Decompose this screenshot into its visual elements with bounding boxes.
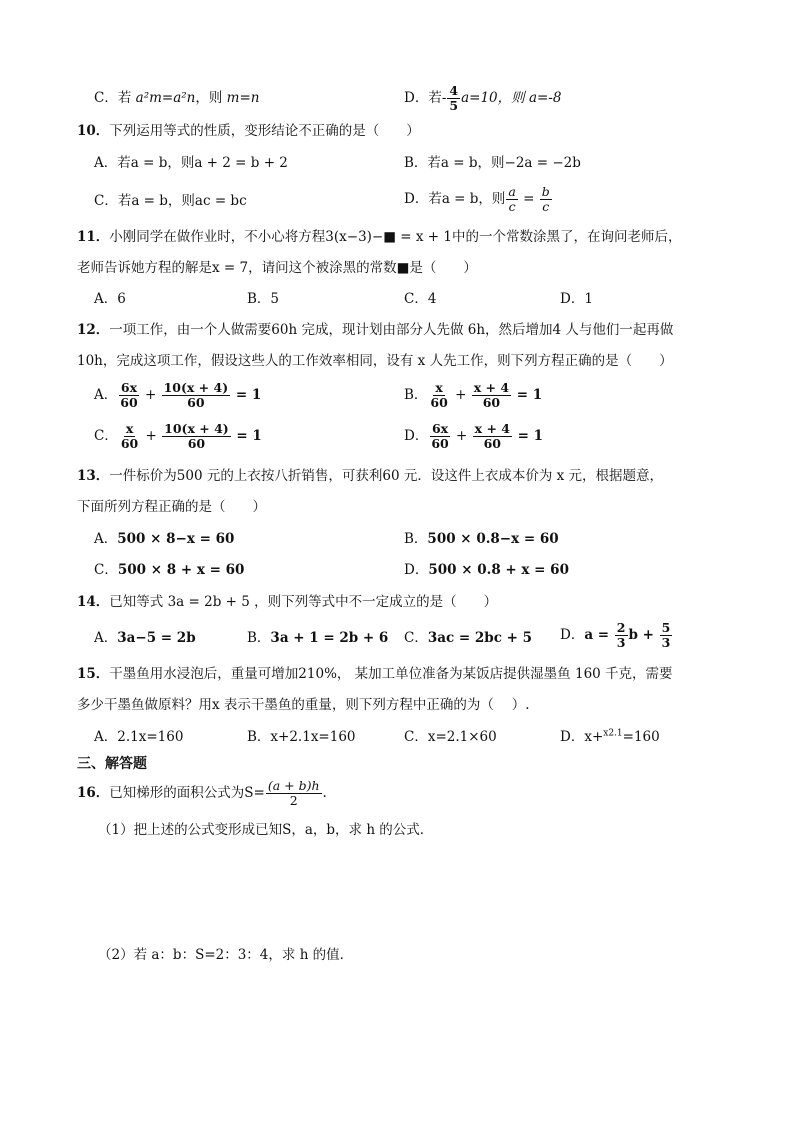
option-text: 若a = b，则a + 2 = b + 2 (117, 155, 288, 171)
numerator: 2 (616, 620, 626, 635)
fraction (660, 621, 673, 650)
q13-option-b[interactable] (404, 529, 559, 549)
option-letter: B． (247, 630, 271, 646)
option-letter: D． (560, 291, 585, 307)
q12-option-a[interactable] (94, 381, 261, 410)
denominator: 2 (289, 793, 298, 808)
option-text: a = (584, 627, 614, 643)
q15-option-a[interactable] (94, 727, 183, 747)
fraction (118, 381, 139, 410)
option-text: 3a−5 = 2b (117, 630, 196, 646)
fraction (473, 422, 512, 451)
option-letter: B． (404, 531, 428, 547)
equation-rhs: = 1 (231, 428, 262, 444)
option-text: 5 (270, 291, 280, 307)
option-letter: B． (404, 387, 428, 403)
denominator: 60 (430, 395, 448, 410)
question-number: 14． (77, 594, 110, 610)
numerator: a (508, 184, 516, 199)
option-text: 若a = b，则−2a = −2b (427, 155, 581, 171)
q15-option-b[interactable] (247, 727, 356, 747)
numerator: 6x (120, 380, 138, 395)
option-letter: A． (94, 531, 118, 547)
q12-option-d[interactable] (404, 422, 543, 451)
question-15-line-2 (77, 695, 530, 715)
question-10-stem (77, 121, 420, 141)
question-12-line-2 (77, 351, 673, 371)
question-text: 一件标价为500 元的上衣按八折销售，可获利60 元．设这件上衣成本价为 x 元，根据题意， (109, 468, 664, 484)
q9-option-c[interactable] (94, 88, 259, 108)
question-text: 多少干墨鱼做原料？用x 表示干墨鱼的重量，则下列方程中正确的为（ ）. (77, 697, 530, 713)
numerator: x (435, 380, 443, 395)
question-text: 一项工作，由一个人做需要60h 完成，现计划由部分人先做 6h，然后增加4 人与他们一起再做 (109, 322, 674, 338)
question-number: 11． (77, 229, 110, 245)
option-letter: B． (247, 729, 271, 745)
option-text: ，则 (195, 90, 227, 106)
numerator: 6x (431, 421, 449, 436)
option-text: 6 (117, 291, 126, 307)
option-text: x+2.1x=160 (270, 729, 356, 745)
numerator: x + 4 (473, 380, 510, 395)
question-text: 已知梯形的面积公式为S= (109, 785, 265, 801)
fraction (119, 422, 140, 451)
q14-option-a[interactable] (94, 628, 196, 648)
option-letter: A． (94, 630, 118, 646)
option-text: 1 (584, 291, 593, 307)
option-letter: C． (404, 291, 428, 307)
numerator: b (541, 184, 550, 199)
question-15-line-1 (77, 664, 673, 684)
option-letter: D． (404, 191, 429, 207)
numerator: x + 4 (474, 421, 510, 436)
q11-option-c[interactable] (404, 289, 436, 309)
fraction (447, 84, 460, 113)
option-text: 4 (427, 291, 437, 307)
q14-option-d[interactable] (560, 621, 673, 650)
fraction (615, 621, 628, 650)
numerator: (a + b)h (267, 778, 320, 793)
option-text: 3a + 1 = 2b + 6 (270, 630, 389, 646)
question-number: 15． (77, 666, 110, 682)
numerator: x (125, 421, 134, 436)
option-letter: D． (404, 90, 429, 106)
question-text: 干墨鱼用水浸泡后，重量可增加210%， 某加工单位准备为某饭店提供湿墨鱼 160 千克，需要 (109, 666, 673, 682)
option-text: x=2.1×60 (427, 729, 497, 745)
option-letter: D． (560, 729, 585, 745)
q15-option-c[interactable] (404, 727, 497, 747)
equation-rhs: = 1 (231, 387, 262, 403)
option-text: 若a = b，则 (428, 191, 506, 207)
fraction (428, 381, 449, 410)
q14-option-b[interactable] (247, 628, 388, 648)
option-text: =160 (622, 729, 660, 745)
option-text: 500 × 8 + x = 60 (117, 562, 245, 578)
option-letter: D． (560, 627, 585, 643)
question-text: 下列运用等式的性质，变形结论不正确的是（ ） (109, 123, 420, 139)
option-text: 2.1x=160 (117, 729, 184, 745)
fraction (266, 779, 322, 808)
q10-option-a[interactable] (94, 153, 288, 173)
question-number: 12． (77, 322, 110, 338)
question-number: 13． (77, 468, 110, 484)
option-letter: C． (94, 428, 118, 444)
plus-sign: + (140, 387, 161, 403)
option-text: 500 × 8−x = 60 (117, 531, 235, 547)
plus-sign: + (450, 387, 471, 403)
numerator: 5 (661, 620, 671, 635)
plus-sign: + (451, 428, 472, 444)
question-text: 老师告诉她方程的解是x = 7，请问这个被涂黑的常数■是（ ） (77, 260, 477, 276)
numerator: 10(x + 4) (164, 421, 229, 436)
option-text: 若 (428, 90, 442, 106)
option-letter: B． (404, 155, 428, 171)
q10-option-b[interactable] (404, 153, 581, 173)
question-text: 小刚同学在做作业时，不小心将方程3(x−3)−■ = x + 1中的一个常数涂黑了，在询问老师后， (109, 229, 682, 245)
option-text: 若 (117, 90, 136, 106)
option-text: b + (628, 627, 659, 643)
question-13-line-1 (77, 466, 663, 486)
q14-option-c[interactable] (404, 628, 532, 648)
q12-option-c[interactable] (94, 422, 262, 451)
question-13-line-2 (77, 497, 266, 517)
question-11-line-1 (77, 227, 682, 247)
q10-option-d[interactable] (404, 185, 553, 214)
question-16-part-1: （1）把上述的公式变形成已知S，a，b，求 h 的公式． (98, 822, 434, 838)
option-letter: A． (94, 387, 118, 403)
option-letter: D． (404, 428, 429, 444)
superscript: x2.1 (603, 728, 623, 739)
q9-option-d[interactable] (404, 84, 561, 113)
equation-rhs: = 1 (512, 387, 543, 403)
option-letter: A． (94, 729, 118, 745)
section-heading: 三、解答题 (77, 756, 147, 772)
equals-sign: = (518, 191, 539, 207)
question-number: 16． (77, 785, 110, 801)
q12-option-b[interactable] (404, 381, 542, 410)
denominator: 60 (120, 395, 138, 410)
question-text: . (322, 785, 327, 801)
denominator: 60 (120, 436, 139, 451)
fraction (429, 422, 450, 451)
plus-sign: + (141, 428, 162, 444)
denominator: 5 (449, 98, 459, 113)
question-text: 10h，完成这项工作，假设这些人的工作效率相同，设有 x 人先工作，则下列方程正确的是（ ） (77, 353, 673, 369)
option-letter: D． (404, 562, 429, 578)
denominator: 60 (431, 436, 449, 451)
option-letter: C． (404, 630, 428, 646)
math-expression: a²m=a²n (135, 90, 196, 106)
q15-option-d[interactable] (560, 727, 660, 747)
q10-option-c[interactable] (94, 191, 247, 211)
fraction (162, 381, 231, 410)
option-text: x+ (584, 729, 604, 745)
fraction (540, 185, 552, 214)
minus-sign: - (441, 90, 447, 106)
q11-option-d[interactable] (560, 289, 593, 309)
question-14-stem (77, 592, 497, 612)
option-letter: A． (94, 155, 118, 171)
option-text: 3ac = 2bc + 5 (427, 630, 533, 646)
question-16-stem (77, 779, 327, 808)
option-text: 500 × 0.8 + x = 60 (428, 562, 569, 578)
numerator: 4 (449, 83, 459, 98)
option-letter: A． (94, 291, 118, 307)
option-letter: C． (94, 562, 118, 578)
question-12-line-1 (77, 320, 673, 340)
fraction (506, 185, 517, 214)
denominator: c (508, 199, 516, 214)
equation-rhs: = 1 (512, 428, 544, 444)
question-number: 10． (77, 123, 110, 139)
math-expression: a=-8 (528, 90, 562, 106)
question-text: 下面所列方程正确的是（ ） (77, 499, 266, 515)
question-text: 已知等式 3a = 2b + 5 ，则下列等式中不一定成立的是（ ） (109, 594, 498, 610)
math-expression: a=10，则 (461, 90, 529, 106)
denominator: c (542, 199, 550, 214)
denominator: 60 (482, 395, 501, 410)
question-16-part-2: （2）若 a：b：S=2：3：4，求 h 的值． (98, 947, 354, 963)
q13-option-c[interactable] (94, 560, 244, 580)
option-letter: C． (404, 729, 428, 745)
denominator: 60 (187, 395, 205, 410)
option-text: 500 × 0.8−x = 60 (427, 531, 559, 547)
q13-option-a[interactable] (94, 529, 234, 549)
option-letter: B． (247, 291, 271, 307)
math-expression: m=n (226, 90, 260, 106)
q11-option-b[interactable] (247, 289, 279, 309)
option-letter: C． (94, 90, 118, 106)
option-text: 若a = b，则ac = bc (117, 193, 247, 209)
q11-option-a[interactable] (94, 289, 126, 309)
denominator: 60 (483, 436, 501, 451)
denominator: 3 (661, 635, 671, 650)
denominator: 60 (187, 436, 206, 451)
numerator: 10(x + 4) (163, 380, 229, 395)
fraction (472, 381, 511, 410)
q13-option-d[interactable] (404, 560, 569, 580)
fraction (162, 422, 231, 451)
question-11-line-2 (77, 258, 477, 278)
denominator: 3 (616, 635, 626, 650)
option-letter: C． (94, 193, 118, 209)
